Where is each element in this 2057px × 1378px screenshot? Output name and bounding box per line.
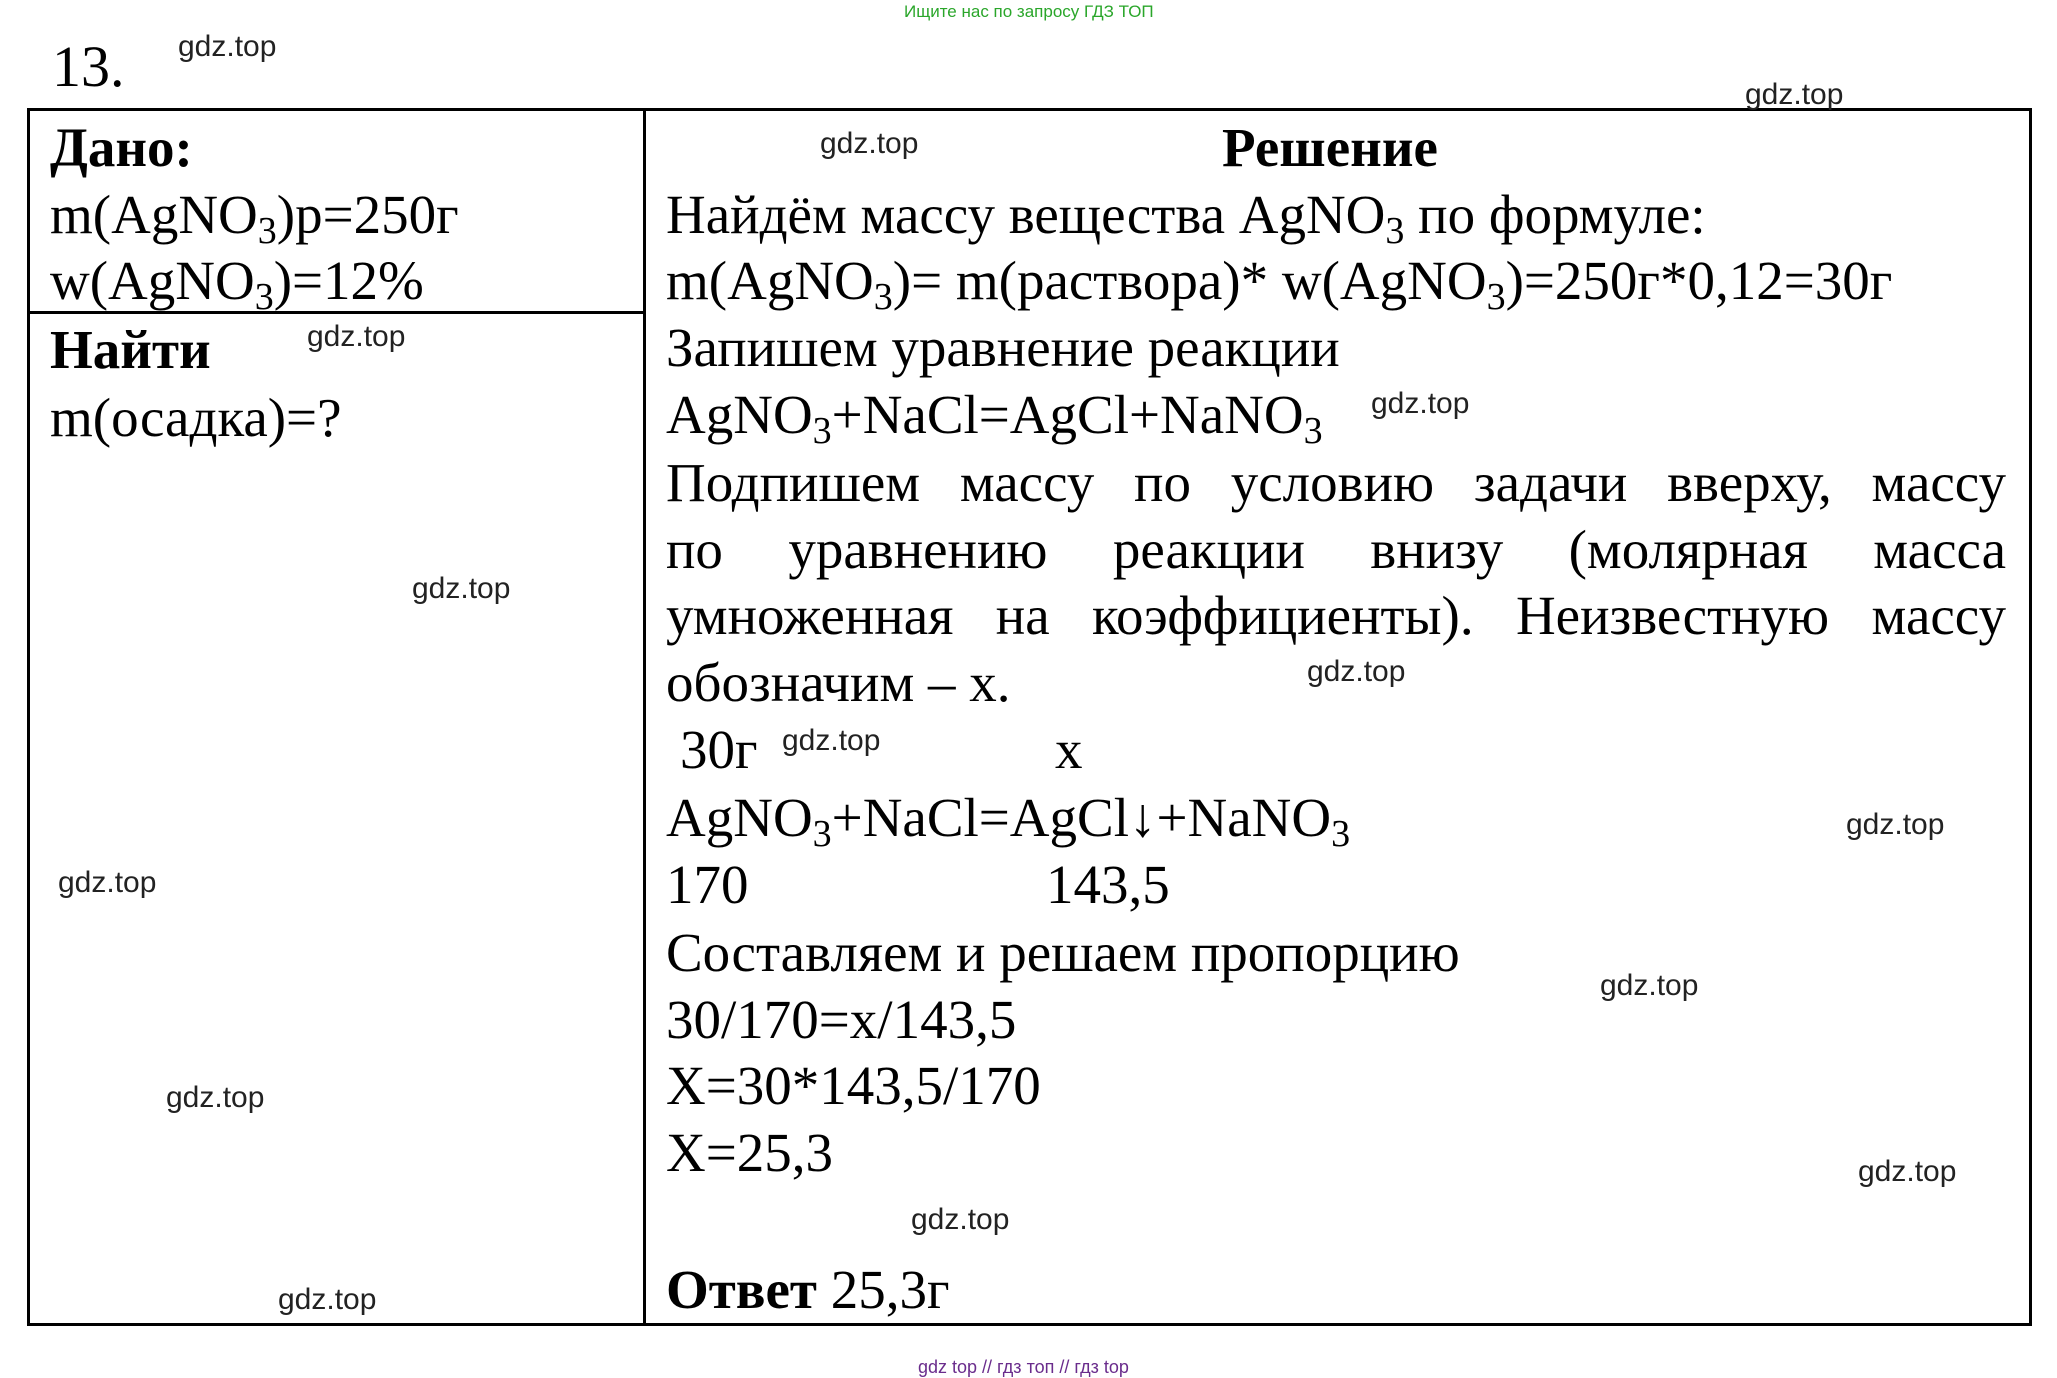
solution-line-x-formula: Х=30*143,5/170 — [666, 1055, 1041, 1116]
watermark: gdz.top — [820, 127, 919, 160]
top-banner: Ищите нас по запросу ГДЗ ТОП — [904, 2, 1154, 21]
solution-equation: AgNO$_3$+NaCl=AgCl+NaNO$_3$ — [666, 384, 1323, 452]
problem-number: 13. — [52, 34, 125, 99]
answer — [666, 1259, 950, 1320]
solution-line-proportion: 30/170=х/143,5 — [666, 989, 1017, 1050]
molar-mass-product: 143,5 — [1046, 854, 1170, 915]
watermark: gdz.top — [1745, 78, 1844, 111]
watermark: gdz.top — [307, 320, 406, 353]
answer-label: Ответ — [666, 1259, 817, 1320]
watermark: gdz.top — [782, 724, 881, 757]
given-heading: Дано: — [50, 117, 193, 178]
watermark: gdz.top — [58, 866, 157, 899]
solution-paragraph-line-2: по уравнению реакции внизу (молярная масса — [666, 519, 2006, 580]
solution-paragraph-line-1: Подпишем массу по условию задачи вверху, массу — [666, 452, 2006, 513]
answer-value: 25,3г — [816, 1259, 950, 1320]
solution-heading: Решение — [1222, 117, 1438, 178]
watermark: gdz.top — [412, 572, 511, 605]
watermark: gdz.top — [1600, 969, 1699, 1002]
table-divider-vertical — [643, 108, 646, 1326]
table-border-top — [27, 108, 2032, 111]
solution-line-x-value: Х=25,3 — [666, 1122, 833, 1183]
solution-paragraph-line-3: умноженная на коэффициенты). Неизвестную массу — [666, 585, 2006, 646]
watermark: gdz.top — [911, 1203, 1010, 1236]
solution-equation-annotated: AgNO$_3$+NaCl=AgCl↓+NaNO$_3$ — [666, 787, 1351, 855]
watermark: gdz.top — [1858, 1155, 1957, 1188]
mass-above-reactant: 30г — [680, 719, 758, 780]
solution-line-formula-intro: Найдём массу вещества AgNO$_3$ по формуле: — [666, 184, 1706, 252]
given-fraction: w(AgNO$_3$)=12% — [50, 250, 424, 318]
mass-above-product: х — [1055, 719, 1083, 780]
watermark: gdz.top — [1371, 387, 1470, 420]
watermark: gdz.top — [166, 1081, 265, 1114]
watermark: gdz.top — [178, 30, 277, 63]
solution-line-proportion-intro: Составляем и решаем пропорцию — [666, 922, 1460, 983]
solution-line-mass-calc: m(AgNO$_3$)= m(раствора)* w(AgNO$_3$)=250г*0,12=30г — [666, 250, 1893, 318]
find-target: m(осадка)=? — [50, 387, 342, 448]
table-border-left — [27, 108, 30, 1326]
watermark: gdz.top — [1307, 655, 1406, 688]
given-mass: m(AgNO$_3$)р=250г — [50, 184, 459, 252]
molar-mass-reactant: 170 — [666, 854, 749, 915]
find-heading: Найти — [50, 319, 211, 380]
table-border-bottom — [27, 1323, 2032, 1326]
solution-line-reaction-intro: Запишем уравнение реакции — [666, 317, 1340, 378]
footer-links[interactable]: gdz top // гдз топ // гдз top — [918, 1357, 1129, 1377]
solution-paragraph-line-4: обозначим – х. — [666, 652, 1011, 713]
watermark: gdz.top — [278, 1283, 377, 1316]
table-border-right — [2029, 108, 2032, 1326]
watermark: gdz.top — [1846, 808, 1945, 841]
